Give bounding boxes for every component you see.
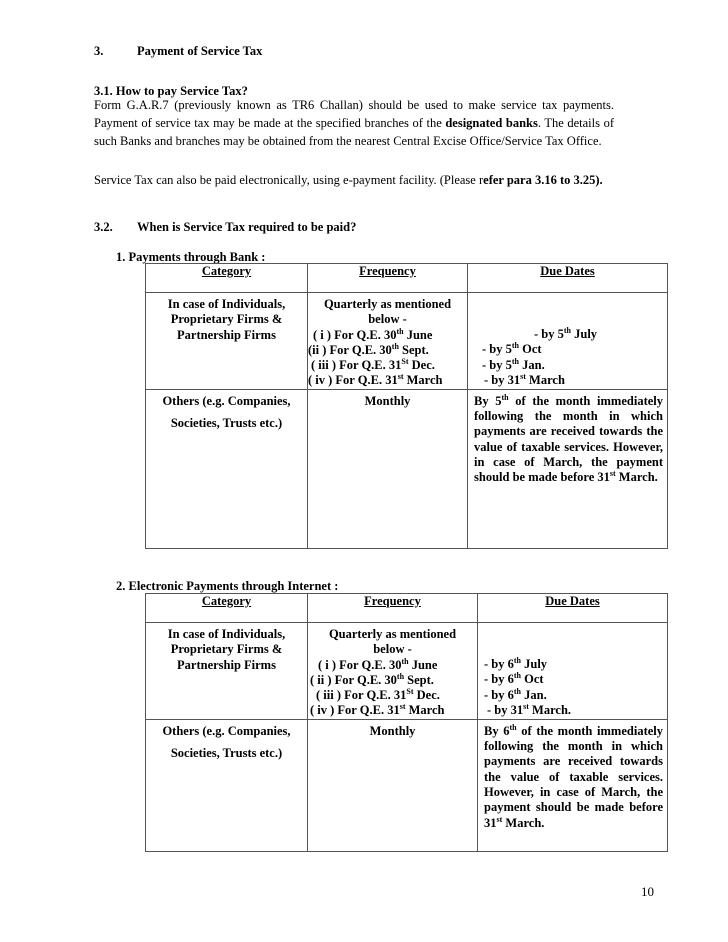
- quarter-line: ( iii ) For Q.E. 31St Dec.: [311, 357, 435, 373]
- internet-payments-label: 2. Electronic Payments through Internet :: [116, 579, 339, 593]
- header-frequency: Frequency: [308, 594, 478, 623]
- subsection-title: When is Service Tax required to be paid?: [137, 220, 357, 234]
- category-others: Others (e.g. Companies, Societies, Trusts etc.): [146, 389, 308, 548]
- header-due-dates: Due Dates: [468, 264, 668, 293]
- header-category: Category: [146, 264, 308, 293]
- internet-payments-table: [145, 593, 668, 852]
- paragraph-gar7-text: Form G.A.R.7 (previously known as TR6 Challan) should be used to make service tax payments. Payment of service tax may be made at the specified branches of the: [94, 98, 614, 130]
- quarter-line: ( ii ) For Q.E. 30th Sept.: [310, 671, 434, 687]
- table-header-row: [146, 264, 668, 293]
- header-category: Category: [146, 594, 308, 623]
- due-line: - by 6th July: [484, 655, 548, 671]
- quarter-line: ( i ) For Q.E. 30th June: [318, 656, 438, 672]
- header-due-dates: Due Dates: [478, 594, 668, 623]
- due-dates-monthly: By 6th of the month immediately following the month in which payments are received towards the value of taxable services. However, in case of March, the payment should be made before 31st March.: [478, 719, 668, 851]
- table-row: [146, 293, 668, 390]
- table-row: [146, 719, 668, 851]
- section-number: 3.: [94, 44, 104, 58]
- table-row: [146, 623, 668, 720]
- table-row: [146, 389, 668, 548]
- category-individuals: In case of Individuals, Proprietary Firms & Partnership Firms: [146, 293, 308, 390]
- frequency-monthly: Monthly: [308, 389, 468, 548]
- due-line: - by 5th Oct: [482, 341, 542, 357]
- paragraph-gar7-text-end: . The details of such Banks and branches may be obtained from the nearest Central Excise Office/Service Tax Office.: [94, 116, 614, 148]
- paragraph-epayment-ref: efer para 3.16 to 3.25).: [483, 173, 603, 187]
- subsection-heading: 3.1. How to pay Service Tax?: [94, 84, 248, 98]
- due-line: - by 6th Oct: [484, 671, 544, 687]
- quarter-line: ( iv ) For Q.E. 31st March: [308, 372, 443, 388]
- frequency-quarterly: Quarterly as mentioned below - ( i ) For Q.E. 30th June (ii ) For Q.E. 30th Sept. ( iii ) For Q.E. 31St Dec. ( iv ) For Q.E. 31st March: [308, 293, 468, 390]
- bank-payments-label: 1. Payments through Bank :: [116, 250, 266, 264]
- frequency-quarterly: Quarterly as mentioned below - ( i ) For Q.E. 30th June ( ii ) For Q.E. 30th Sept. ( iii ) For Q.E. 31St Dec. ( iv ) For Q.E. 31st March: [308, 623, 478, 720]
- due-dates-quarterly: [478, 623, 668, 720]
- due-line: - by 5th July: [534, 325, 598, 341]
- page-number: 10: [641, 884, 654, 899]
- table-header-row: [146, 594, 668, 623]
- due-line: - by 5th Jan.: [482, 356, 545, 372]
- bank-payments-table: [145, 263, 668, 549]
- paragraph-gar7: [94, 96, 614, 150]
- paragraph-epayment: [94, 171, 614, 189]
- quarter-line: (ii ) For Q.E. 30th Sept.: [308, 341, 429, 357]
- subsection-number: 3.2.: [94, 220, 113, 234]
- quarter-line: ( i ) For Q.E. 30th June: [313, 326, 433, 342]
- quarter-line: ( iii ) For Q.E. 31St Dec.: [316, 687, 440, 703]
- due-line: - by 31st March.: [487, 701, 572, 717]
- due-line: - by 6th Jan.: [484, 686, 547, 702]
- paragraph-epayment-text: Service Tax can also be paid electronically, using e-payment facility. (Please r: [94, 173, 484, 187]
- due-dates-monthly: By 5th of the month immediately following the month in which payments are received towards the value of taxable services. However, in case of March, the payment should be made before 31st March.: [468, 389, 668, 548]
- designated-banks-text: designated banks: [445, 116, 538, 130]
- category-others: Others (e.g. Companies, Societies, Trusts etc.): [146, 719, 308, 851]
- due-line: - by 31st March: [484, 371, 565, 387]
- header-frequency: Frequency: [308, 264, 468, 293]
- category-individuals: In case of Individuals, Proprietary Firms & Partnership Firms: [146, 623, 308, 720]
- due-dates-quarterly: [468, 293, 668, 390]
- frequency-monthly: Monthly: [308, 719, 478, 851]
- quarter-line: ( iv ) For Q.E. 31st March: [310, 702, 445, 718]
- section-title: Payment of Service Tax: [137, 44, 263, 58]
